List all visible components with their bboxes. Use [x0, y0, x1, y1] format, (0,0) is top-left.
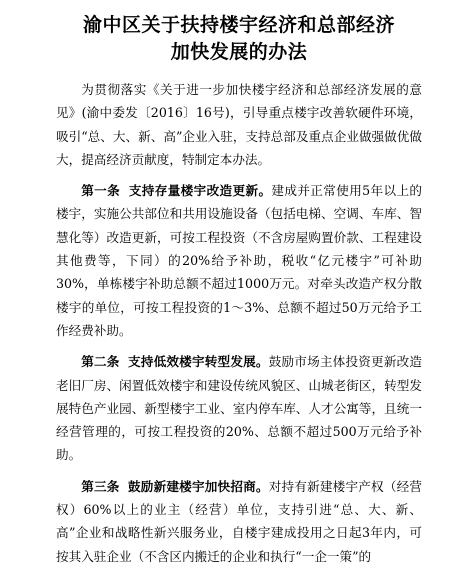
document-title: [56, 12, 422, 66]
article-1-heading: 支持存量楼宇改造更新。: [128, 183, 272, 199]
article-1: [56, 179, 422, 342]
article-3-text: 对持有新建楼宇产权（经营权）60%以上的业主（经营）单位，支持引进“总、大、新、高”企业和战略性新兴服务业，自楼宇建成投用之日起3年内，可按其入驻企业（不含区内搬迁的企业和执行“一企一策”的: [56, 478, 423, 564]
document-body: [56, 78, 422, 568]
article-2: [56, 350, 422, 466]
article-3-heading: 鼓励新建楼宇加快招商。: [127, 478, 269, 494]
article-2-text: 鼓励市场主体投资更新改造老旧厂房、闲置低效楼宇和建设传统风貌区、山城老街区，转型发展特色产业园、新型楼宇工业、室内停车库、人才公寓等，且统一经营管理的，可按工程投资的20%、总额不超过500万元给予补助。: [56, 354, 423, 463]
intro-paragraph: 为贯彻落实《关于进一步加快楼宇经济和总部经济发展的意见》(渝中委发〔2016〕16号)，引导重点楼宇改善软硬件环境，吸引“总、大、新、高”企业入驻，支持总部及重点企业做强做优做大，提高经济贡献度，特制定本办法。: [56, 82, 422, 167]
article-2-number: 第二条: [81, 354, 120, 370]
article-1-number: 第一条: [81, 183, 121, 199]
article-3: [56, 475, 422, 568]
article-3-number: 第三条: [81, 478, 120, 494]
article-2-heading: 支持低效楼宇转型发展。: [127, 354, 269, 370]
article-1-text: 建成并正常使用5年以上的楼宇，实施公共部位和共用设施设备（包括电梯、空调、车库、智慧化等）改造更新，可按工程投资（不含房屋购置价款、工程建设其他费等，下同）的20%给予补助，税收“亿元楼宇”可补助30%，单栋楼宇补助总额不超过1000万元。对牵头改造产权分散楼宇的单位，可按工程投资的1～3%、总额不超过50万元给予工作经费补助。: [56, 183, 423, 338]
title-line-2: 加快发展的办法: [170, 41, 308, 63]
title-line-1: 渝中区关于扶持楼宇经济和总部经济: [82, 14, 395, 36]
